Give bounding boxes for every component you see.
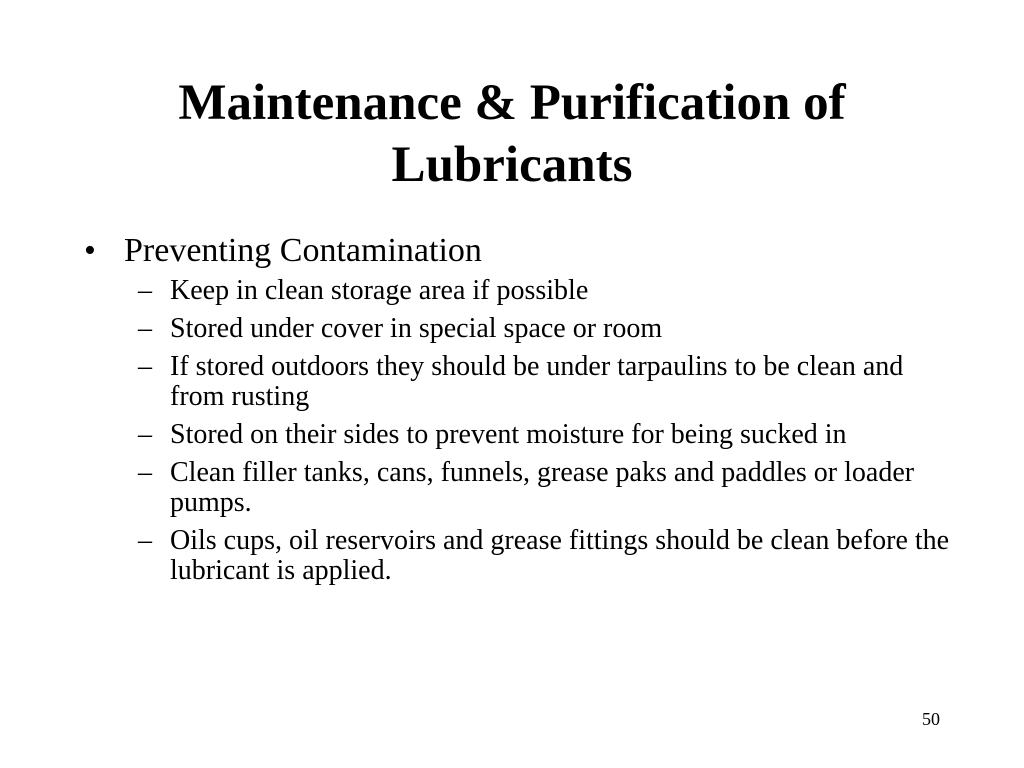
sub-bullet-item bbox=[138, 526, 958, 586]
sub-bullet-marker: – bbox=[138, 275, 152, 306]
sub-bullet-text: Keep in clean storage area if possible bbox=[170, 275, 589, 306]
sub-bullet-item bbox=[138, 314, 958, 344]
sub-bullet-marker: – bbox=[138, 313, 152, 344]
page-number: 50 bbox=[922, 709, 940, 729]
sub-bullet-text: Oils cups, oil reservoirs and grease fittings should be clean before the lubricant is applied. bbox=[170, 525, 950, 586]
sub-bullet-text: If stored outdoors they should be under tarpaulins to be clean and from rusting bbox=[170, 351, 904, 412]
main-bullet-text: Preventing Contamination bbox=[124, 232, 482, 269]
main-bullet bbox=[84, 230, 482, 272]
sub-bullet-marker: – bbox=[138, 351, 152, 382]
bullet-marker: • bbox=[84, 232, 96, 269]
sub-bullet-text: Stored under cover in special space or room bbox=[170, 313, 663, 344]
slide-title-line-1: Maintenance & Purification of bbox=[178, 75, 846, 131]
sub-bullet-item bbox=[138, 352, 958, 412]
sub-bullet-marker: – bbox=[138, 419, 152, 450]
sub-bullet-text: Clean filler tanks, cans, funnels, grease paks and paddles or loader pumps. bbox=[170, 457, 915, 518]
slide-title bbox=[0, 72, 1024, 196]
sub-bullet-marker: – bbox=[138, 525, 152, 556]
sub-bullet-list bbox=[138, 276, 958, 594]
sub-bullet-marker: – bbox=[138, 457, 152, 488]
sub-bullet-item bbox=[138, 458, 958, 518]
sub-bullet-item bbox=[138, 276, 958, 306]
sub-bullet-item bbox=[138, 420, 958, 450]
slide-title-line-2: Lubricants bbox=[391, 137, 633, 193]
sub-bullet-text: Stored on their sides to prevent moisture for being sucked in bbox=[170, 419, 847, 450]
